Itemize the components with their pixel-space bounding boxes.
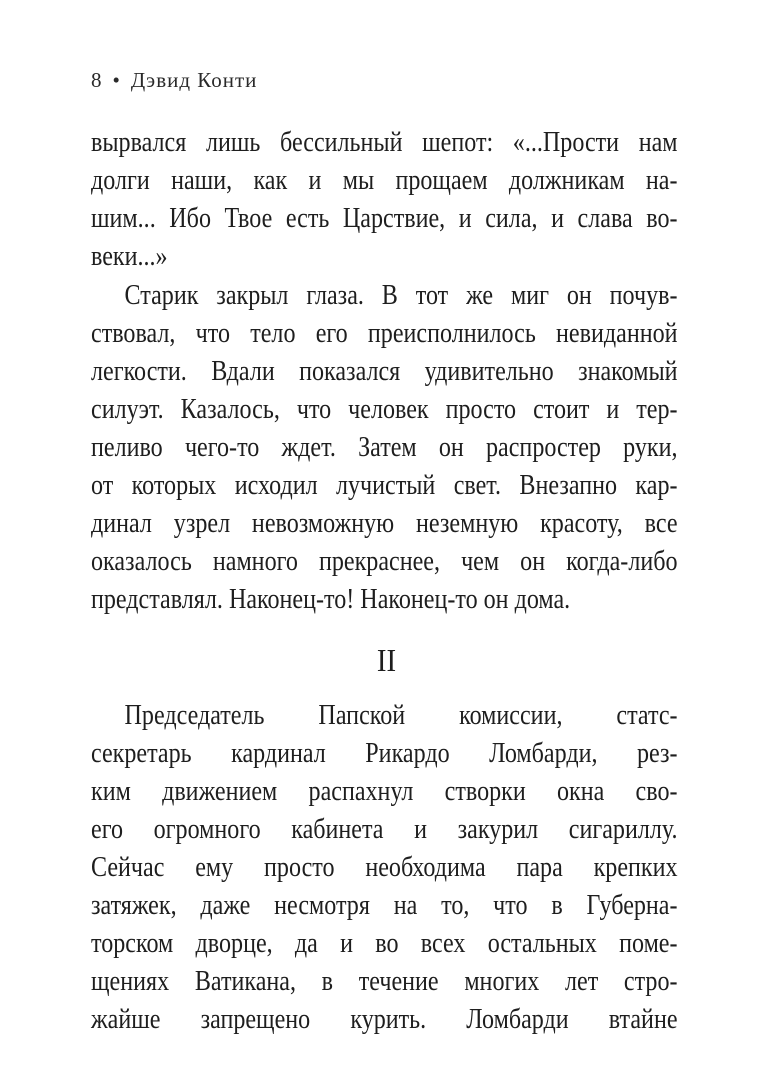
text-line: щениях Ватикана, в течение многих лет стро- bbox=[91, 966, 678, 997]
text-line: вырвался лишь бессильный шепот: «...Прости нам bbox=[91, 127, 678, 158]
author-name: Дэвид Конти bbox=[130, 68, 258, 92]
page-number: 8 bbox=[91, 68, 103, 92]
running-head bbox=[91, 68, 257, 93]
header-separator: • bbox=[112, 68, 121, 92]
text-line: Председатель Папской комиссии, статс- bbox=[124, 700, 678, 731]
text-line: ким движением распахнул створки окна сво- bbox=[91, 776, 678, 807]
text-line: силуэт. Казалось, что человек просто стоит и тер- bbox=[91, 394, 678, 425]
text-line: шим... Ибо Твое есть Царствие, и сила, и слава во- bbox=[91, 203, 678, 234]
text-line: представлял. Наконец-то! Наконец-то он дома. bbox=[91, 584, 571, 615]
paragraph-continuation bbox=[91, 124, 678, 276]
text-line: секретарь кардинал Рикардо Ломбарди, рез- bbox=[91, 738, 678, 769]
text-line: долги наши, как и мы прощаем должникам на- bbox=[91, 165, 678, 196]
text-line: от которых исходил лучистый свет. Внезапно кар- bbox=[91, 470, 678, 501]
text-line: легкости. Вдали показался удивительно знакомый bbox=[91, 356, 678, 387]
text-line: веки...» bbox=[91, 241, 168, 272]
text-line: Старик закрыл глаза. В тот же миг он почув- bbox=[124, 280, 678, 311]
text-line: жайше запрещено курить. Ломбарди втайне bbox=[91, 1004, 678, 1035]
text-line: торском дворце, да и во всех остальных поме- bbox=[91, 928, 678, 959]
text-line: его огромного кабинета и закурил сигариллу. bbox=[91, 814, 678, 845]
text-line: пеливо чего-то ждет. Затем он распростер руки, bbox=[91, 432, 678, 463]
text-line: затяжек, даже несмотря на то, что в Губерна- bbox=[91, 890, 678, 921]
text-line: ствовал, что тело его преисполнилось невиданной bbox=[91, 318, 678, 349]
paragraph bbox=[91, 277, 678, 619]
text-line: Сейчас ему просто необходима пара крепких bbox=[91, 852, 678, 883]
text-line: оказалось намного прекраснее, чем он когда-либо bbox=[91, 546, 678, 577]
chapter-paragraph bbox=[91, 697, 678, 1039]
text-line: динал узрел невозможную неземную красоту, все bbox=[91, 508, 678, 539]
chapter-heading: II bbox=[376, 642, 397, 678]
